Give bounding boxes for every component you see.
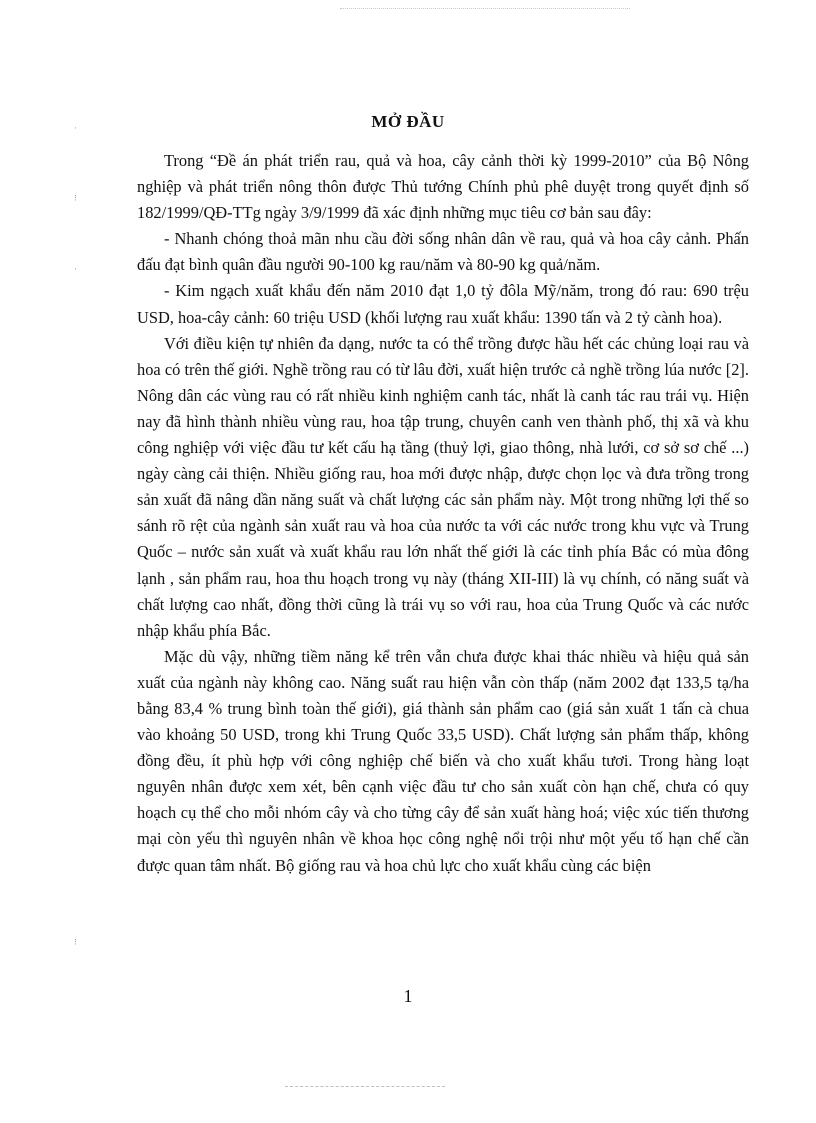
page-title: MỞ ĐẦU <box>371 112 445 131</box>
paragraph: Với điều kiện tự nhiên đa dạng, nước ta có thể trồng được hầu hết các chủng loại rau và hoa có trên thế giới. Nghề trồng rau có từ lâu đời, xuất hiện trước cả nghề trồng lúa nước [2]. Nông dân các vùng rau có rất nhiều kinh nghiệm canh tác, nhất là canh tác rau trái vụ. Hiện nay đã hình thành nhiều vùng rau, hoa tập trung, chuyên canh ven thành phố, thị xã và khu công nghiệp với việc đầu tư kết cấu hạ tầng (thuỷ lợi, giao thông, nhà lưới, cơ sở sơ chế ...) ngày càng cải thiện. Nhiều giống rau, hoa mới được nhập, được chọn lọc và đưa trồng trong sản xuất đã nâng dần năng suất và chất lượng các sản phẩm này. Một trong những lợi thế so sánh rõ rệt của ngành sản xuất rau và hoa của nước ta với các nước trong khu vực và Trung Quốc – nước sản xuất và xuất khẩu rau lớn nhất thế giới là các tỉnh phía Bắc có mùa đông lạnh , sản phẩm rau, hoa thu hoạch trong vụ này (tháng XII-III) là vụ chính, có năng suất và chất lượng cao nhất, đồng thời cũng là trái vụ so với rau, hoa của Trung Quốc và các nước nhập khẩu phía Bắc. <box>137 333 749 640</box>
margin-mark: ⁝ <box>74 938 77 948</box>
scan-artifact-top <box>340 8 630 19</box>
margin-mark: · <box>74 124 77 134</box>
scan-artifact-bottom <box>285 1086 445 1091</box>
paragraph: - Nhanh chóng thoả mãn nhu cầu đời sống nhân dân về rau, quả và hoa cây cảnh. Phấn đấu đạt bình quân đầu người 90-100 kg rau/năm và 80-90 kg quả/năm. <box>137 229 749 275</box>
margin-mark: · <box>74 265 77 275</box>
margin-mark: ⁝ <box>74 194 77 204</box>
paragraph: Trong “Đề án phát triển rau, quả và hoa, cây cảnh thời kỳ 1999-2010” của Bộ Nông nghiệp và phát triển nông thôn được Thủ tướng Chính phủ phê duyệt trong quyết định số 182/1999/QĐ-TTg ngày 3/9/1999 đã xác định những mục tiêu cơ bản sau đây: <box>137 151 749 223</box>
page-number: 1 <box>403 986 413 1006</box>
body-text <box>137 148 749 879</box>
paragraph: - Kim ngạch xuất khẩu đến năm 2010 đạt 1,0 tỷ đôla Mỹ/năm, trong đó rau: 690 trệu USD, hoa-cây cảnh: 60 triệu USD (khối lượng rau xuất khẩu: 1390 tấn và 2 tỷ cành hoa). <box>137 281 749 327</box>
paragraph: Mặc dù vậy, những tiềm năng kể trên vẫn chưa được khai thác nhiều và hiệu quả sản xuất của ngành này không cao. Năng suất rau hiện vẫn còn thấp (năm 2002 đạt 133,5 tạ/ha bằng 83,4 % trung bình toàn thế giới), giá thành sản phẩm cao (giá sản xuất 1 tấn cà chua vào khoảng 50 USD, trong khi Trung Quốc 33,5 USD). Chất lượng sản phẩm thấp, không đồng đều, ít phù hợp với công nghiệp chế biến và cho xuất khẩu tươi. Trong hàng loạt nguyên nhân được xem xét, bên cạnh việc đầu tư cho sản xuất còn hạn chế, chưa có quy hoạch cụ thể cho mỗi nhóm cây và cho từng cây để sản xuất hàng hoá; việc xúc tiến thương mại còn yếu thì nguyên nhân về khoa học công nghệ nổi trội như một yếu tố hạn chế cần được quan tâm nhất. Bộ giống rau và hoa chủ lực cho xuất khẩu cùng các biện <box>137 646 749 875</box>
